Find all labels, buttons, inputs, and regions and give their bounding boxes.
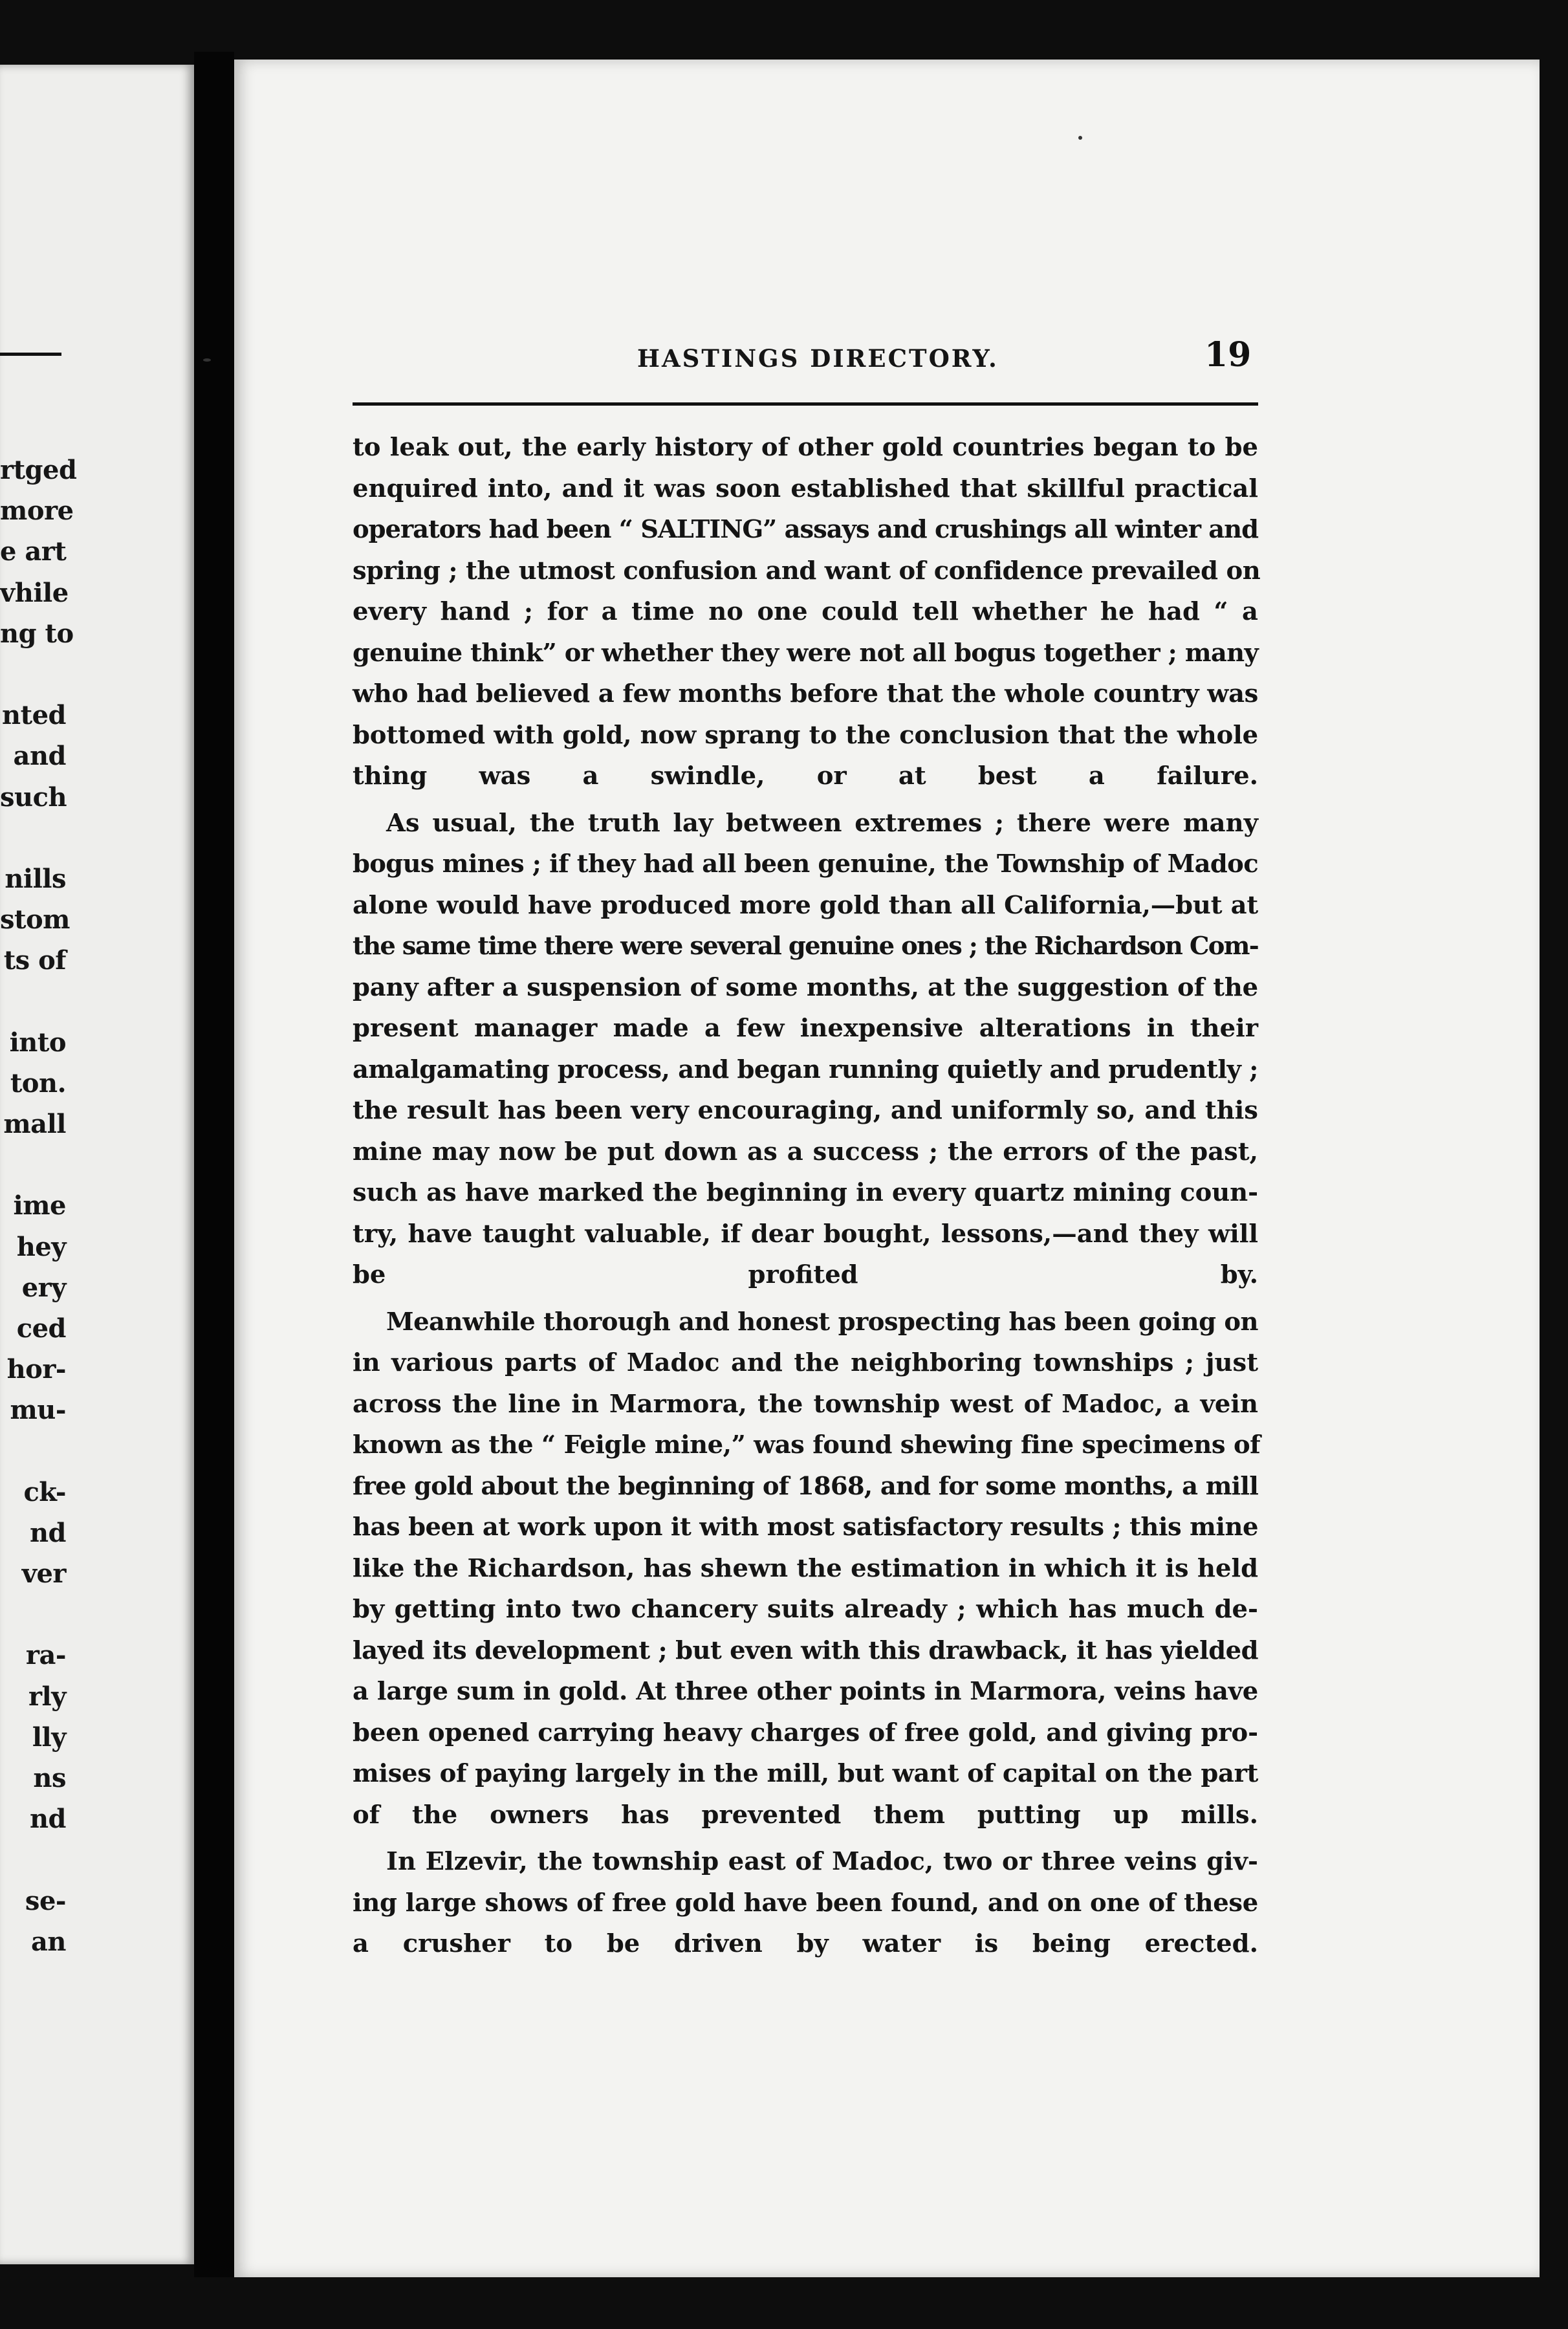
text-line: such as have marked the beginning in every quartz mining coun- xyxy=(353,1178,1258,1207)
left-page-fragment xyxy=(0,65,194,2264)
left-fragment-line xyxy=(0,981,66,1022)
text-line: known as the “ Feigle mine,” was found shewing fine specimens of xyxy=(353,1430,1261,1460)
text-line: to leak out, the early history of other gold countries began to be xyxy=(353,433,1258,462)
text-line: amalgamating process, and began running quietly and prudently ; xyxy=(353,1055,1258,1084)
text-line: mine may now be put down as a success ; the errors of the past, xyxy=(353,1137,1258,1166)
text-line: present manager made a few inexpensive alterations in their xyxy=(353,1014,1258,1043)
left-fragment-line: e art xyxy=(0,536,67,567)
paragraph xyxy=(353,803,1258,1296)
left-fragment-line: ns xyxy=(33,1763,66,1793)
text-line: in various parts of Madoc and the neighboring townships ; just xyxy=(353,1348,1258,1377)
text-line: has been at work upon it with most satisfactory results ; this mine xyxy=(353,1513,1258,1542)
text-line: be profited by. xyxy=(353,1260,1258,1289)
paragraph xyxy=(353,427,1261,797)
text-line: spring ; the utmost confusion and want of confidence prevailed on xyxy=(353,556,1261,585)
text-line: alone would have produced more gold than all California,—but at xyxy=(353,890,1258,920)
left-fragment-line: ime xyxy=(13,1190,66,1221)
left-fragment-line: nd xyxy=(29,1804,66,1835)
left-fragment-line xyxy=(0,654,66,695)
text-line: by getting into two chancery suits already ; which has much de- xyxy=(353,1595,1258,1624)
text-line: been opened carrying heavy charges of free gold, and giving pro- xyxy=(353,1718,1258,1747)
text-line: bottomed with gold, now sprang to the conclusion that the whole xyxy=(353,720,1258,750)
text-line: a crusher to be driven by water is being erected. xyxy=(353,1929,1258,1958)
page-number: 19 xyxy=(1204,335,1252,375)
book-gutter xyxy=(194,52,234,2277)
text-line: the same time there were several genuine ones ; the Richardson Com- xyxy=(353,932,1258,961)
text-line: operators had been “ SALTING” assays and crushings all winter and xyxy=(353,515,1258,544)
text-line: every hand ; for a time no one could tell whether he had “ a xyxy=(353,597,1258,626)
book-page xyxy=(234,60,1540,2277)
body-text xyxy=(353,427,1261,1965)
left-fragment-line: nted xyxy=(2,700,66,731)
left-fragment-line: hey xyxy=(16,1231,66,1262)
left-fragment-line: rtged xyxy=(0,455,77,485)
left-fragment-line: ver xyxy=(21,1558,66,1590)
left-fragment-line: mu- xyxy=(10,1395,66,1426)
text-line: of the owners has prevented them putting up mills. xyxy=(353,1800,1258,1830)
text-line: ing large shows of free gold have been found, and on one of these xyxy=(353,1888,1258,1918)
text-line: genuine think” or whether they were not all bogus together ; many xyxy=(353,638,1258,668)
left-fragment-line: ced xyxy=(16,1313,66,1344)
running-head xyxy=(234,279,1540,375)
text-line: free gold about the beginning of 1868, and for some months, a mill xyxy=(353,1471,1258,1501)
left-fragment-line: mall xyxy=(3,1109,66,1139)
text-line: layed its development ; but even with this drawback, it has yielded xyxy=(353,1635,1258,1665)
text-line: who had believed a few months before that the whole country was xyxy=(353,679,1258,708)
left-fragment-line: stom xyxy=(0,904,70,935)
left-fragment-line: ng to xyxy=(0,618,74,649)
left-fragment-line: ck- xyxy=(23,1476,66,1507)
left-fragment-line: an xyxy=(31,1926,66,1957)
text-line: a large sum in gold. At three other points in Marmora, veins have xyxy=(353,1677,1258,1706)
left-page-text-fragments xyxy=(0,450,77,1962)
paragraph xyxy=(353,1841,1258,1965)
text-line: As usual, the truth lay between extremes ; there were many xyxy=(386,808,1258,838)
left-fragment-line: nills xyxy=(5,863,66,894)
text-line: like the Richardson, has shewn the estimation in which it is held xyxy=(353,1553,1258,1583)
left-fragment-line xyxy=(0,818,66,858)
left-fragment-line: se- xyxy=(25,1885,66,1916)
left-fragment-line: and xyxy=(13,741,66,772)
left-fragment-line: hor- xyxy=(6,1354,66,1385)
left-fragment-line: more xyxy=(0,496,74,527)
left-fragment-line: into xyxy=(9,1027,66,1058)
left-fragment-line: nd xyxy=(29,1517,66,1548)
left-fragment-line: ton. xyxy=(10,1067,66,1099)
left-fragment-line: rly xyxy=(28,1681,66,1712)
text-line: pany after a suspension of some months, at the suggestion of the xyxy=(353,972,1258,1002)
ink-speck xyxy=(203,358,211,362)
left-fragment-line: ra- xyxy=(25,1640,66,1671)
left-page-header-rule xyxy=(0,353,61,356)
left-fragment-line xyxy=(0,1594,66,1635)
left-fragment-line: vhile xyxy=(0,577,69,608)
text-line: Meanwhile thorough and honest prospecting has been going on xyxy=(386,1307,1258,1337)
left-fragment-line xyxy=(0,1144,66,1185)
running-head-title: HASTINGS DIRECTORY. xyxy=(637,344,999,373)
ink-speck xyxy=(1078,136,1082,140)
left-fragment-line xyxy=(0,1431,66,1472)
text-line: across the line in Marmora, the township west of Madoc, a vein xyxy=(353,1389,1258,1419)
left-fragment-line: ts of xyxy=(3,945,66,976)
left-fragment-line: lly xyxy=(32,1722,66,1753)
text-line: bogus mines ; if they had all been genuine, the Township of Madoc xyxy=(353,849,1258,879)
paragraph xyxy=(353,1302,1261,1836)
text-line: try, have taught valuable, if dear bought, lessons,—and they will xyxy=(353,1219,1258,1249)
left-fragment-line: such xyxy=(0,782,67,813)
text-line: enquired into, and it was soon established that skillful practical xyxy=(353,474,1258,503)
text-line: In Elzevir, the township east of Madoc, two or three veins giv- xyxy=(386,1847,1258,1876)
text-line: mises of paying largely in the mill, but want of capital on the part xyxy=(353,1759,1258,1788)
left-fragment-line: ery xyxy=(21,1272,66,1303)
text-line: thing was a swindle, or at best a failure. xyxy=(353,761,1258,791)
left-fragment-line xyxy=(0,1839,66,1880)
text-line: the result has been very encouraging, and uniformly so, and this xyxy=(353,1096,1258,1125)
header-rule xyxy=(353,402,1258,406)
